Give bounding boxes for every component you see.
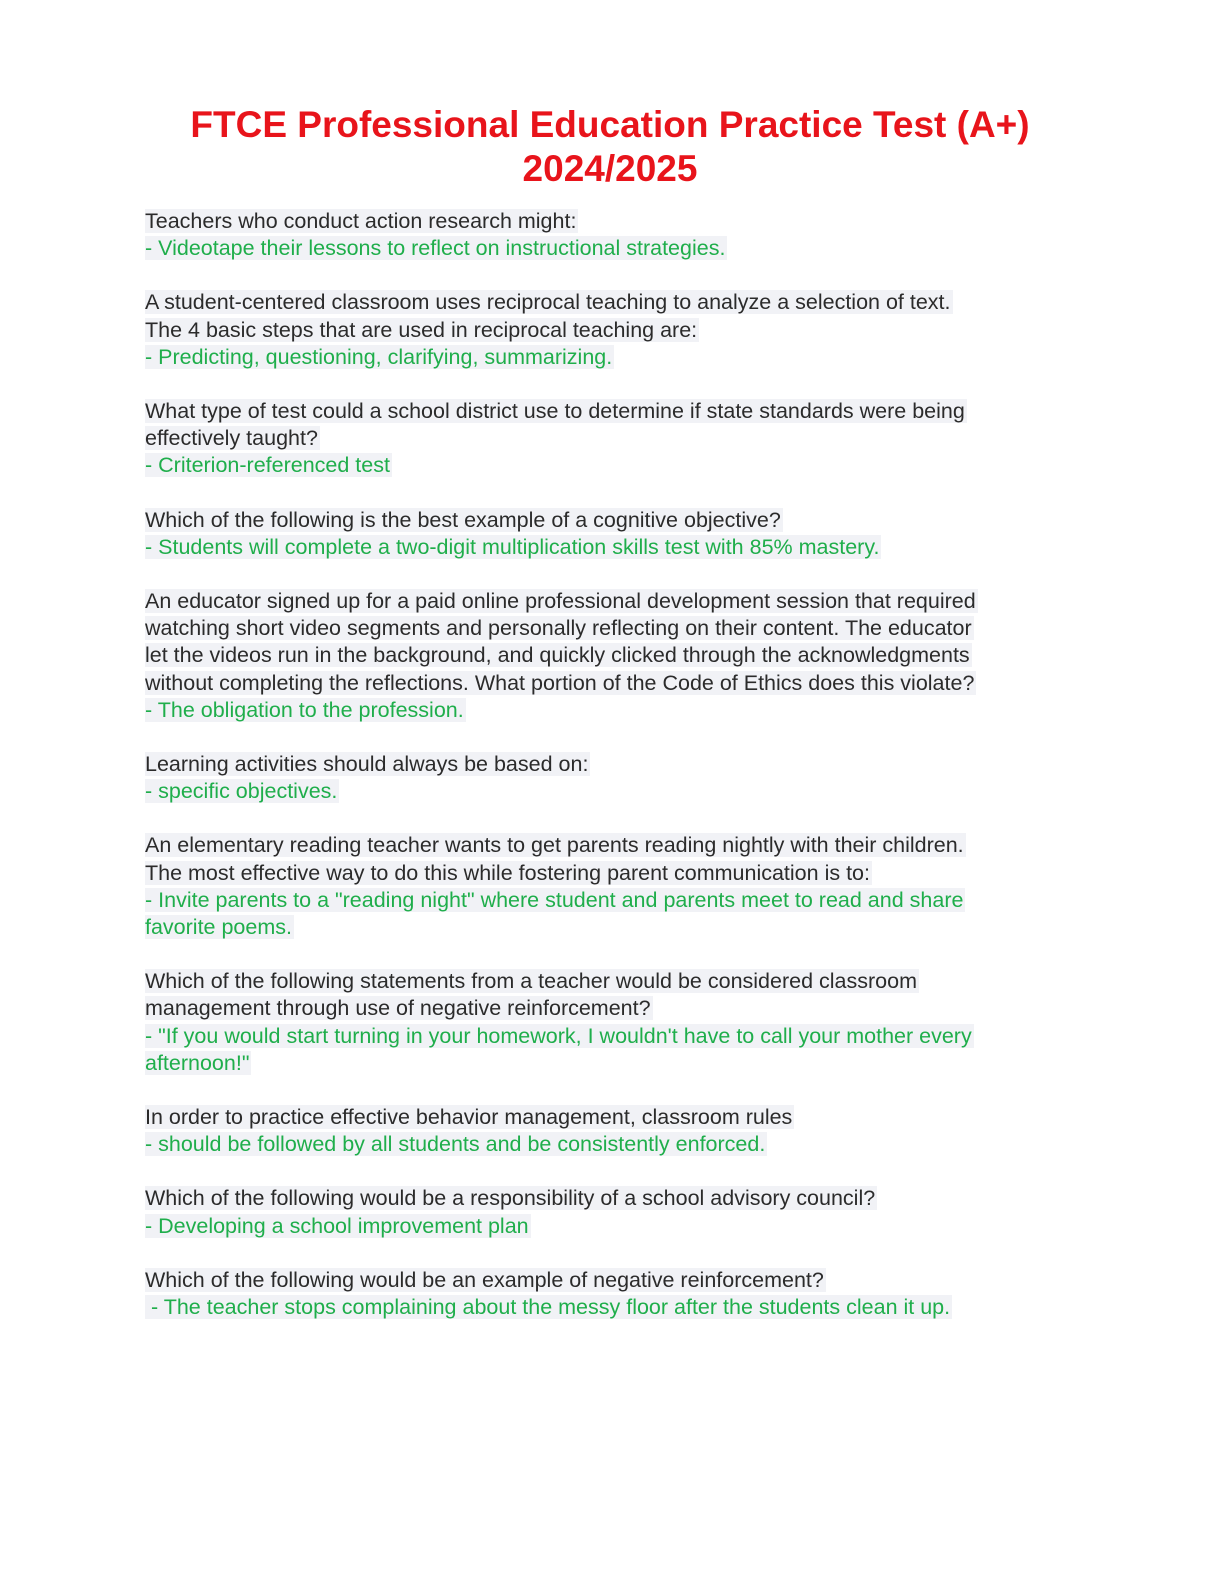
- qa-item: [145, 1267, 1085, 1321]
- qa-item: [145, 398, 1085, 480]
- question-line: An educator signed up for a paid online professional development session that required: [145, 589, 976, 614]
- answer-line: - should be followed by all students and be consistently enforced.: [145, 1132, 766, 1157]
- question-line: In order to practice effective behavior management, classroom rules: [145, 1105, 793, 1130]
- qa-item: [145, 507, 1085, 561]
- question-line: management through use of negative reinforcement?: [145, 996, 651, 1021]
- question-line: Which of the following would be an example of negative reinforcement?: [145, 1267, 824, 1292]
- qa-item: [145, 1185, 1085, 1239]
- title-line: FTCE Professional Education Practice Test (A+): [190, 103, 1030, 145]
- question-line: What type of test could a school district use to determine if state standards were being: [145, 399, 965, 424]
- title-line: 2024/2025: [522, 147, 698, 189]
- answer-line: - The teacher stops complaining about the messy floor after the students clean it up.: [145, 1295, 951, 1320]
- qa-item: [145, 751, 1085, 805]
- question-answer-list: [145, 208, 1085, 1348]
- question-line: The 4 basic steps that are used in reciprocal teaching are:: [145, 317, 698, 342]
- question-line: The most effective way to do this while fostering parent communication is to:: [145, 860, 870, 885]
- question-line: Which of the following is the best example of a cognitive objective?: [145, 507, 781, 532]
- question-line: Learning activities should always be based on:: [145, 752, 589, 777]
- answer-line: - "If you would start turning in your homework, I wouldn't have to call your mother every: [145, 1023, 972, 1048]
- qa-item: [145, 832, 1085, 941]
- answer-line: - Predicting, questioning, clarifying, summarizing.: [145, 344, 613, 369]
- qa-item: [145, 1104, 1085, 1158]
- question-line: Teachers who conduct action research might:: [145, 209, 577, 233]
- qa-item: [145, 289, 1085, 371]
- question-line: watching short video segments and personally reflecting on their content. The educator: [145, 616, 972, 641]
- question-line: let the videos run in the background, and quickly clicked through the acknowledgments: [145, 643, 970, 668]
- question-line: An elementary reading teacher wants to get parents reading nightly with their children.: [145, 833, 964, 858]
- qa-item: [145, 588, 1085, 724]
- answer-line: - The obligation to the profession.: [145, 697, 464, 722]
- answer-line: - Videotape their lessons to reflect on instructional strategies.: [145, 236, 726, 261]
- answer-line: - Criterion-referenced test: [145, 453, 390, 478]
- page-title: [100, 103, 1120, 191]
- answer-line: - Developing a school improvement plan: [145, 1213, 529, 1238]
- question-line: Which of the following would be a responsibility of a school advisory council?: [145, 1186, 876, 1211]
- answer-line: favorite poems.: [145, 915, 292, 940]
- answer-line: - Invite parents to a "reading night" where student and parents meet to read and share: [145, 887, 964, 912]
- answer-line: - specific objectives.: [145, 779, 338, 804]
- question-line: Which of the following statements from a teacher would be considered classroom: [145, 969, 917, 994]
- qa-item: [145, 208, 1085, 262]
- answer-line: afternoon!": [145, 1050, 250, 1075]
- answer-line: - Students will complete a two-digit multiplication skills test with 85% mastery.: [145, 534, 880, 559]
- question-line: without completing the reflections. What portion of the Code of Ethics does this violate?: [145, 670, 975, 695]
- question-line: effectively taught?: [145, 426, 318, 451]
- question-line: A student-centered classroom uses reciprocal teaching to analyze a selection of text.: [145, 290, 951, 315]
- qa-item: [145, 968, 1085, 1077]
